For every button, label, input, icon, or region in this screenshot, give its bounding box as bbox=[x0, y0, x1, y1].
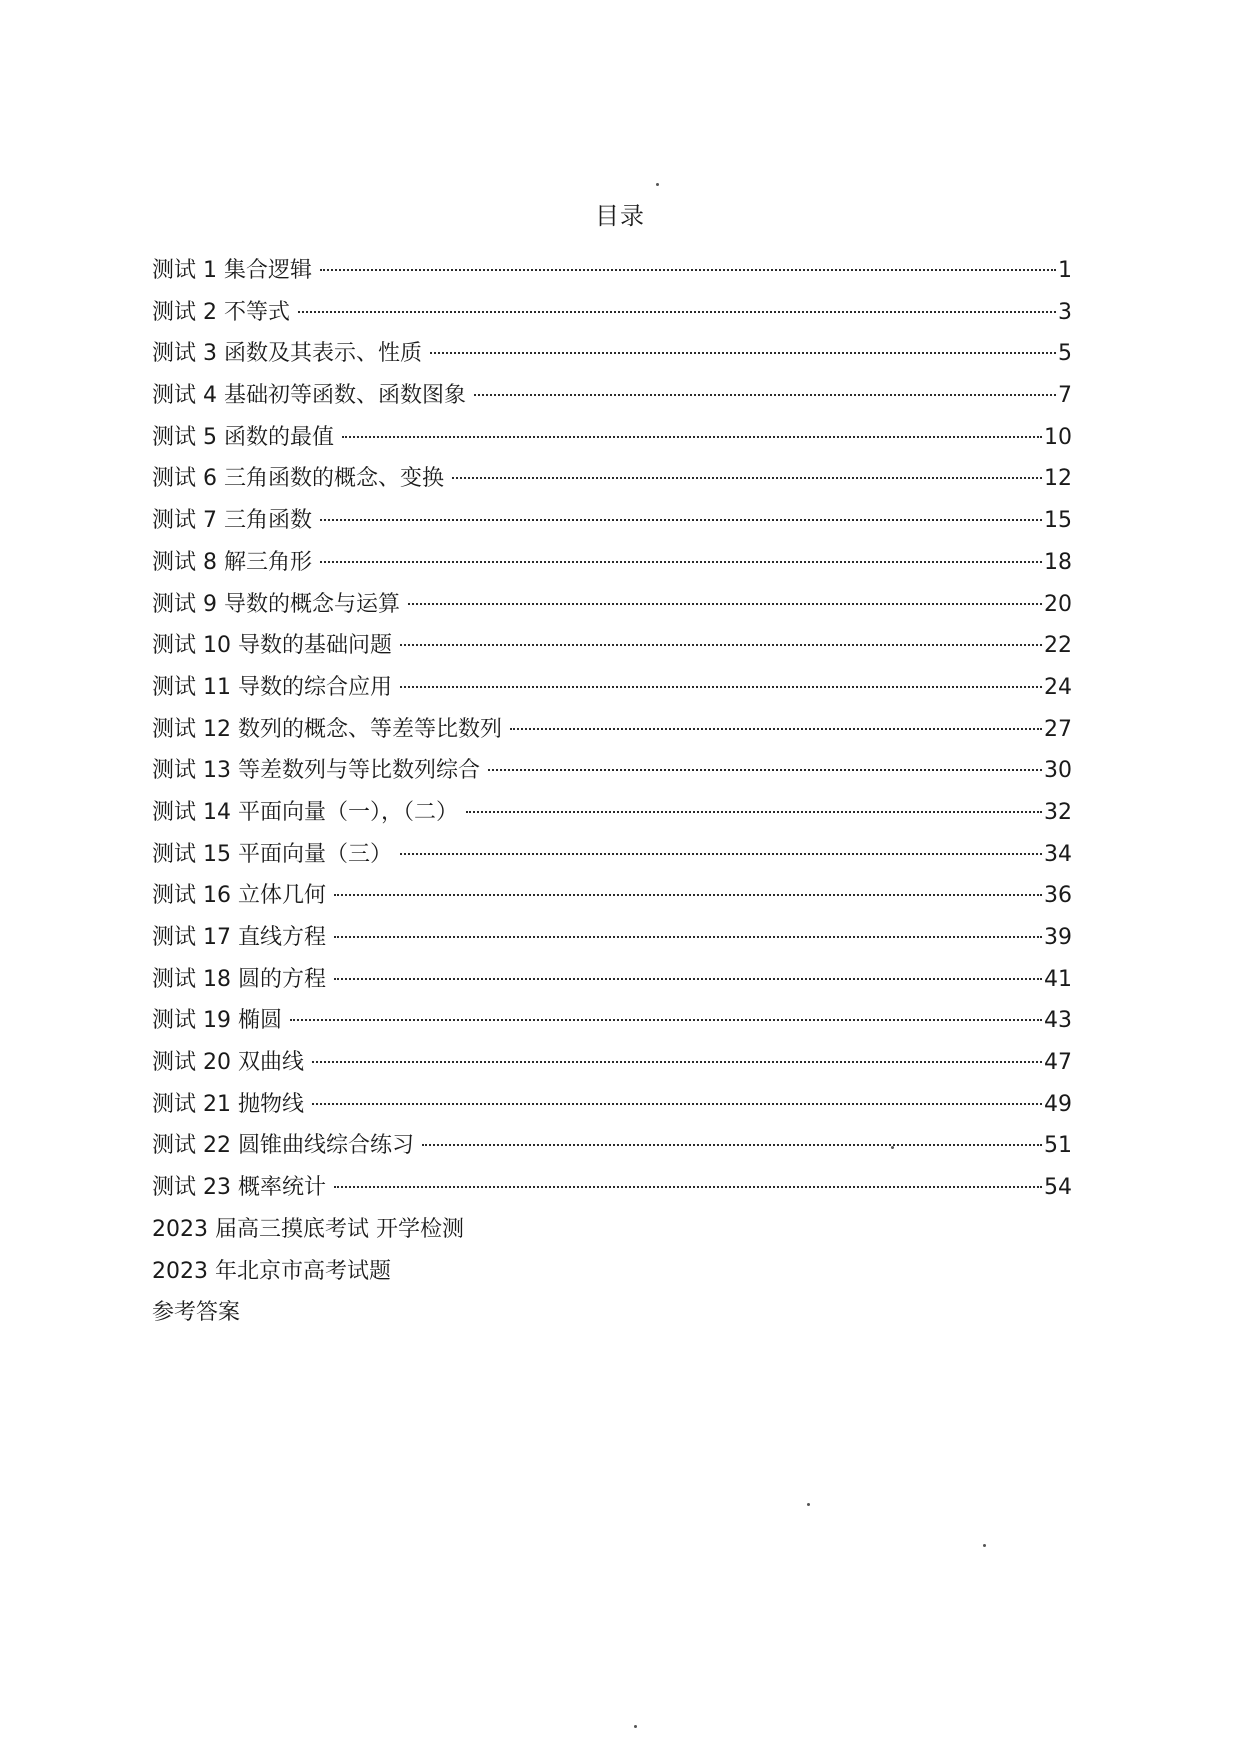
toc-entry bbox=[152, 875, 1072, 917]
toc-entry-label: 测试 7 三角函数 bbox=[152, 508, 312, 534]
dot-leader bbox=[430, 352, 1056, 354]
toc-entry-label: 测试 20 双曲线 bbox=[152, 1050, 304, 1076]
toc-entry-label: 测试 14 平面向量（一），（二） bbox=[152, 799, 458, 825]
toc-entry bbox=[152, 750, 1072, 792]
toc-entry-label: 测试 22 圆锥曲线综合练习 bbox=[152, 1133, 414, 1159]
toc-entry-label: 测试 4 基础初等函数、函数图象 bbox=[152, 383, 466, 409]
toc-entry-page: 30 bbox=[1044, 758, 1072, 784]
toc-entry bbox=[152, 417, 1072, 459]
dot-leader bbox=[400, 853, 1042, 855]
toc-entry bbox=[152, 333, 1072, 375]
toc-entry-page: 1 bbox=[1058, 258, 1072, 283]
dot-leader bbox=[400, 644, 1042, 646]
dot-leader bbox=[312, 1103, 1042, 1105]
appendix-item: 参考答案 bbox=[152, 1300, 241, 1325]
toc-entry-label: 测试 5 函数的最值 bbox=[152, 424, 334, 450]
dot-leader bbox=[422, 1144, 1042, 1146]
appendix-item: 2023 届高三摸底考试 开学检测 bbox=[152, 1217, 464, 1242]
appendix-list bbox=[152, 1209, 464, 1334]
dot-leader bbox=[466, 811, 1042, 813]
toc-entry-page: 3 bbox=[1058, 299, 1072, 325]
toc-entry-page: 20 bbox=[1044, 591, 1072, 617]
toc-list bbox=[152, 250, 1072, 1209]
toc-entry-page: 10 bbox=[1044, 424, 1072, 450]
toc-entry-label: 测试 21 抛物线 bbox=[152, 1091, 304, 1117]
toc-entry bbox=[152, 959, 1072, 1001]
toc-entry-page: 32 bbox=[1044, 799, 1072, 825]
toc-entry-page: 43 bbox=[1044, 1008, 1072, 1034]
dot-leader bbox=[452, 477, 1042, 479]
toc-entry bbox=[152, 1167, 1072, 1209]
scan-speck bbox=[983, 1544, 986, 1547]
toc-entry bbox=[152, 709, 1072, 751]
toc-entry-page: 15 bbox=[1044, 508, 1072, 534]
dot-leader bbox=[312, 1061, 1042, 1063]
toc-entry-label: 测试 15 平面向量（三） bbox=[152, 841, 392, 867]
dot-leader bbox=[298, 311, 1056, 313]
toc-entry-label: 测试 12 数列的概念、等差等比数列 bbox=[152, 716, 502, 742]
toc-entry-page: 41 bbox=[1044, 966, 1072, 992]
dot-leader bbox=[334, 936, 1042, 938]
dot-leader bbox=[334, 1186, 1042, 1188]
dot-leader bbox=[474, 394, 1056, 396]
toc-entry-page: 51 bbox=[1044, 1133, 1072, 1159]
appendix-item: 2023 年北京市高考试题 bbox=[152, 1258, 391, 1284]
toc-entry-label: 测试 6 三角函数的概念、变换 bbox=[152, 466, 444, 492]
toc-entry-page: 34 bbox=[1044, 841, 1072, 867]
toc-entry-label: 测试 23 概率统计 bbox=[152, 1175, 326, 1201]
dot-leader bbox=[488, 769, 1042, 771]
dot-leader bbox=[290, 1019, 1042, 1021]
toc-entry-page: 18 bbox=[1044, 549, 1072, 575]
dot-leader bbox=[342, 436, 1042, 438]
dot-leader bbox=[400, 686, 1042, 688]
toc-entry bbox=[152, 375, 1072, 417]
toc-entry bbox=[152, 834, 1072, 876]
scan-speck bbox=[807, 1503, 810, 1506]
toc-entry-label: 测试 9 导数的概念与运算 bbox=[152, 591, 400, 617]
toc-entry-page: 5 bbox=[1058, 341, 1072, 367]
toc-entry-page: 47 bbox=[1044, 1050, 1072, 1076]
dot-leader bbox=[334, 978, 1042, 980]
toc-entry bbox=[152, 458, 1072, 500]
toc-entry-label: 测试 3 函数及其表示、性质 bbox=[152, 341, 422, 367]
toc-entry bbox=[152, 1084, 1072, 1126]
toc-entry-label: 测试 16 立体几何 bbox=[152, 883, 326, 909]
toc-entry bbox=[152, 625, 1072, 667]
toc-entry-label: 测试 1 集合逻辑 bbox=[152, 258, 312, 283]
scan-speck bbox=[656, 183, 659, 186]
scan-speck bbox=[634, 1725, 637, 1728]
dot-leader bbox=[320, 561, 1042, 563]
toc-entry-label: 测试 11 导数的综合应用 bbox=[152, 674, 392, 700]
toc-entry-page: 12 bbox=[1044, 466, 1072, 492]
toc-entry bbox=[152, 292, 1072, 334]
scan-speck bbox=[891, 1146, 894, 1149]
toc-entry bbox=[152, 1042, 1072, 1084]
toc-entry-label: 测试 19 椭圆 bbox=[152, 1008, 282, 1034]
toc-entry bbox=[152, 917, 1072, 959]
toc-entry-page: 22 bbox=[1044, 633, 1072, 659]
dot-leader bbox=[320, 269, 1056, 271]
toc-entry-label: 测试 13 等差数列与等比数列综合 bbox=[152, 758, 480, 784]
toc-entry bbox=[152, 250, 1072, 292]
toc-entry-label: 测试 18 圆的方程 bbox=[152, 966, 326, 992]
toc-entry bbox=[152, 667, 1072, 709]
toc-entry-label: 测试 8 解三角形 bbox=[152, 549, 312, 575]
toc-entry-page: 54 bbox=[1044, 1175, 1072, 1201]
toc-entry bbox=[152, 500, 1072, 542]
toc-entry-page: 49 bbox=[1044, 1091, 1072, 1117]
toc-entry-label: 测试 2 不等式 bbox=[152, 299, 290, 325]
toc-entry bbox=[152, 584, 1072, 626]
toc-entry-label: 测试 17 直线方程 bbox=[152, 925, 326, 950]
dot-leader bbox=[510, 728, 1042, 730]
toc-entry-page: 27 bbox=[1044, 716, 1072, 742]
toc-entry bbox=[152, 792, 1072, 834]
toc-entry bbox=[152, 1125, 1072, 1167]
toc-entry-page: 7 bbox=[1058, 383, 1072, 409]
toc-entry bbox=[152, 1000, 1072, 1042]
toc-entry-label: 测试 10 导数的基础问题 bbox=[152, 633, 392, 659]
dot-leader bbox=[408, 603, 1042, 605]
toc-entry-page: 36 bbox=[1044, 883, 1072, 909]
toc-entry-page: 24 bbox=[1044, 674, 1072, 700]
toc-entry-page: 39 bbox=[1044, 925, 1072, 950]
toc-entry bbox=[152, 542, 1072, 584]
dot-leader bbox=[334, 894, 1042, 896]
dot-leader bbox=[320, 519, 1042, 521]
toc-title: 目录 bbox=[595, 202, 645, 230]
